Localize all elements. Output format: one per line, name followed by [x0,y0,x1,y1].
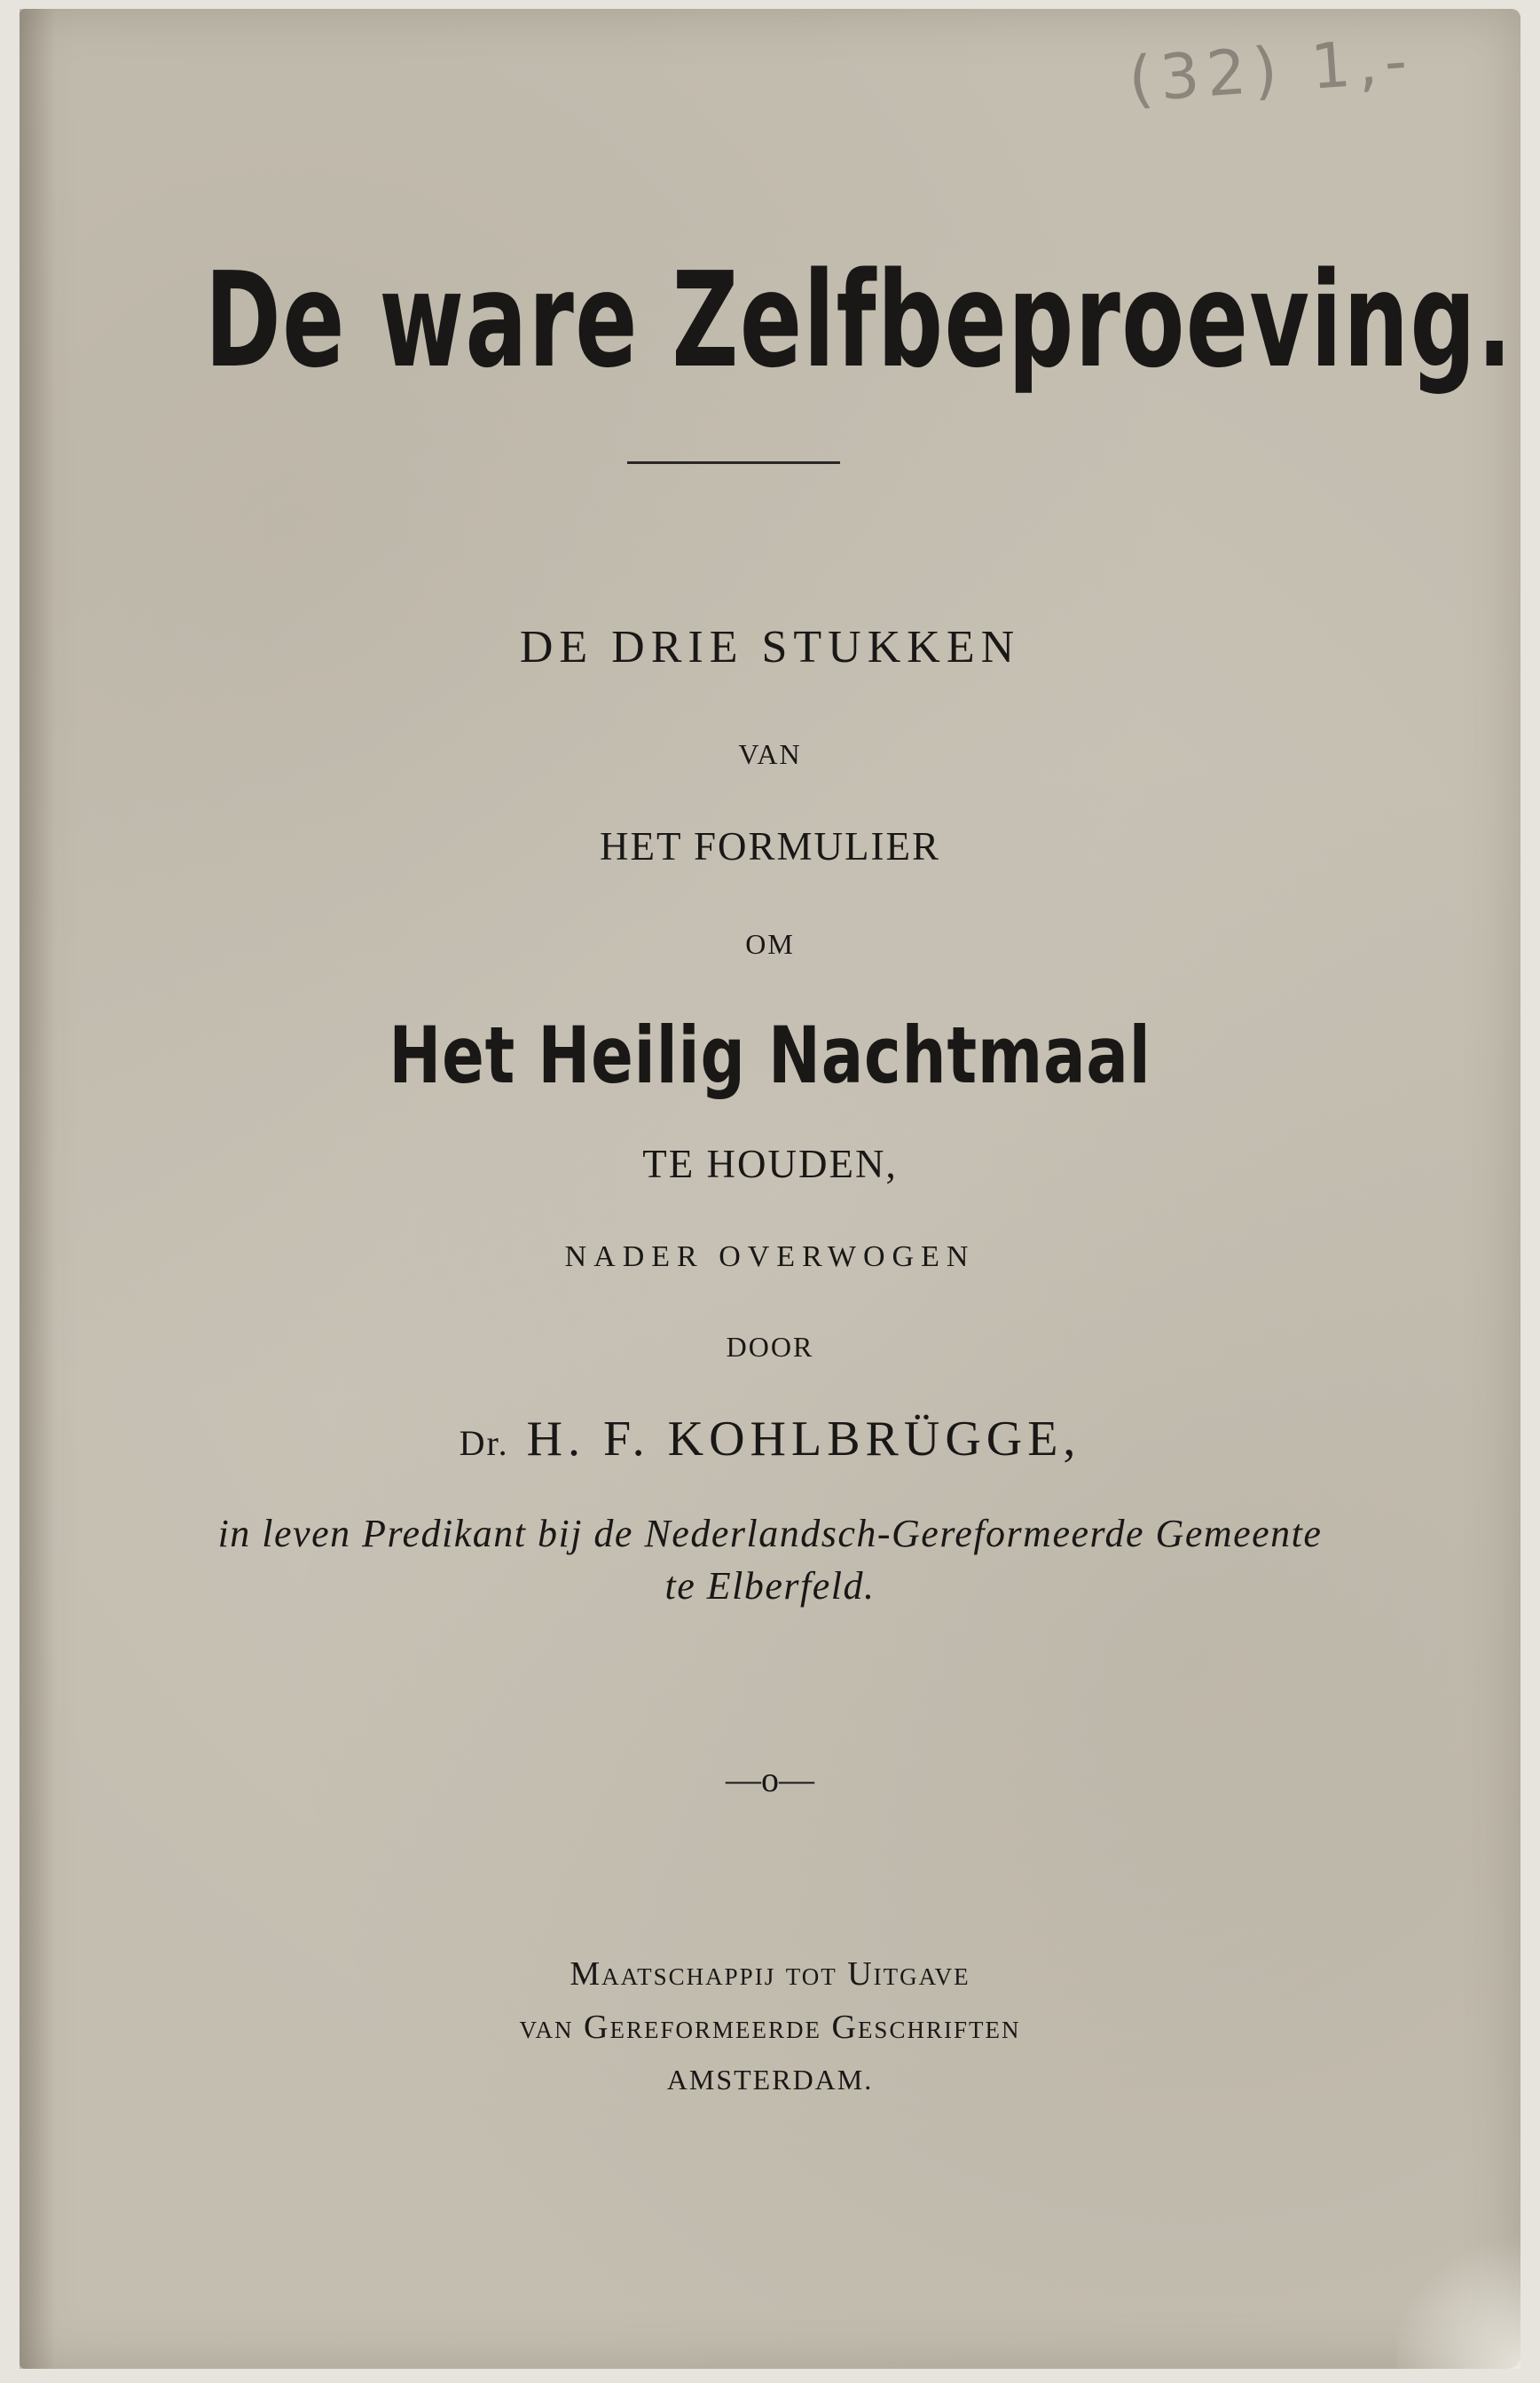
author-line [20,1411,1520,1467]
title-divider [627,461,840,464]
subtitle-line-7: NADER OVERWOGEN [564,1240,976,1273]
publisher-line-1: Maatschappij tot Uitgave [570,1955,970,1993]
book-title: De ware Zelfbeproeving. [204,244,1513,397]
author-name: H. F. KOHLBRÜGGE, [526,1412,1081,1467]
corner-wear [1396,2227,1520,2369]
publisher-city: AMSTERDAM. [666,2064,874,2096]
subtitle-line-6: TE HOUDEN, [642,1142,898,1186]
handwritten-price-note: (32) 1,- [1126,23,1417,117]
publisher-line-2: van Gereformeerde Geschriften [519,2009,1021,2046]
subtitle-line-3: HET FORMULIER [600,824,940,869]
author-prefix: Dr. [459,1423,509,1463]
subtitle-line-4: OM [745,928,795,960]
book-cover [20,9,1520,2369]
subtitle-line-1: DE DRIE STUKKEN [519,622,1021,672]
subtitle-main-heading: Het Heilig Nachtmaal [389,1010,1151,1101]
subtitle-line-2: VAN [738,738,802,770]
ornament-divider: —o— [726,1759,814,1799]
author-description-line-2: te Elberfeld. [664,1564,876,1608]
author-description-line-1: in leven Predikant bij de Nederlandsch-Gereformeerde Gemeente [217,1512,1323,1555]
subtitle-line-8: DOOR [726,1331,814,1363]
